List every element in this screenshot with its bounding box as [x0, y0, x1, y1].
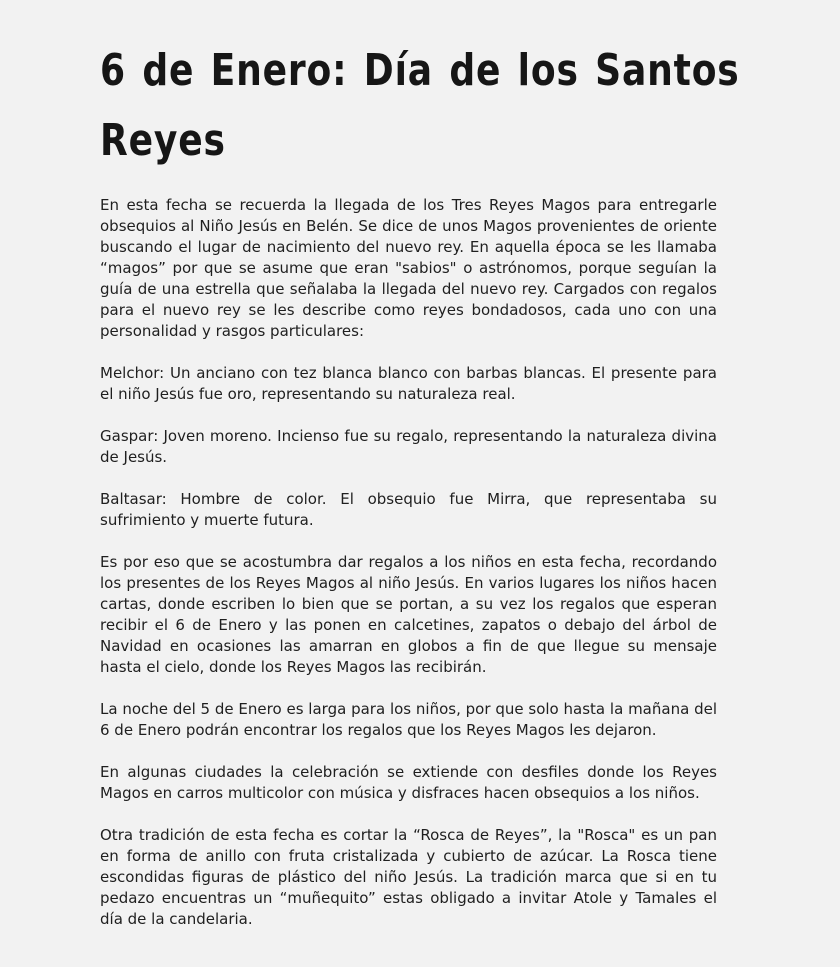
paragraph-rosca: Otra tradición de esta fecha es cortar la “Rosca de Reyes”, la "Rosca" es un pan en forma de anillo con fruta cristalizada y cubierto de azúcar. La Rosca tiene escondidas figuras de plástico del niño Jesús. La tradición marca que si en tu pedazo encuentras un “muñequito” estas obligado a invitar Atole y Tamales el día de la candelaria.	[100, 826, 717, 928]
paragraph-parades: En algunas ciudades la celebración se extiende con desfiles donde los Reyes Magos en carros multicolor con música y disfraces hacen obsequios a los niños.	[100, 763, 717, 802]
paragraph-baltasar: Baltasar: Hombre de color. El obsequio fue Mirra, que representaba su sufrimiento y muerte futura.	[100, 490, 717, 529]
page-title	[100, 36, 740, 176]
paragraph-intro: En esta fecha se recuerda la llegada de los Tres Reyes Magos para entregarle obsequios al Niño Jesús en Belén. Se dice de unos Magos provenientes de oriente buscando el lugar de nacimiento del nuevo rey. En aquella época se les llamaba “magos” por que se asume que eran "sabios" o astrónomos, porque seguían la guía de una estrella que señalaba la llegada del nuevo rey. Cargados con regalos para el nuevo rey se les describe como reyes bondadosos, cada uno con una personalidad y rasgos particulares:	[100, 196, 717, 340]
paragraph-gifts-tradition: Es por eso que se acostumbra dar regalos a los niños en esta fecha, recordando los presentes de los Reyes Magos al niño Jesús. En varios lugares los niños hacen cartas, donde escriben lo bien que se portan, a su vez los regalos que esperan recibir el 6 de Enero y las ponen en calcetines, zapatos o debajo del árbol de Navidad en ocasiones las amarran en globos a fin de que llegue su mensaje hasta el cielo, donde los Reyes Magos las recibirán.	[100, 553, 717, 676]
paragraph-gaspar: Gaspar: Joven moreno. Incienso fue su regalo, representando la naturaleza divina de Jesús.	[100, 427, 717, 466]
title-line-2: Reyes	[100, 115, 226, 166]
paragraph-melchor: Melchor: Un anciano con tez blanca blanco con barbas blancas. El presente para el niño Jesús fue oro, representando su naturaleza real.	[100, 364, 717, 403]
paragraph-night: La noche del 5 de Enero es larga para los niños, por que solo hasta la mañana del 6 de Enero podrán encontrar los regalos que los Reyes Magos les dejaron.	[100, 700, 717, 739]
title-line-1: 6 de Enero: Día de los Santos	[100, 45, 740, 96]
article-body	[100, 195, 717, 930]
